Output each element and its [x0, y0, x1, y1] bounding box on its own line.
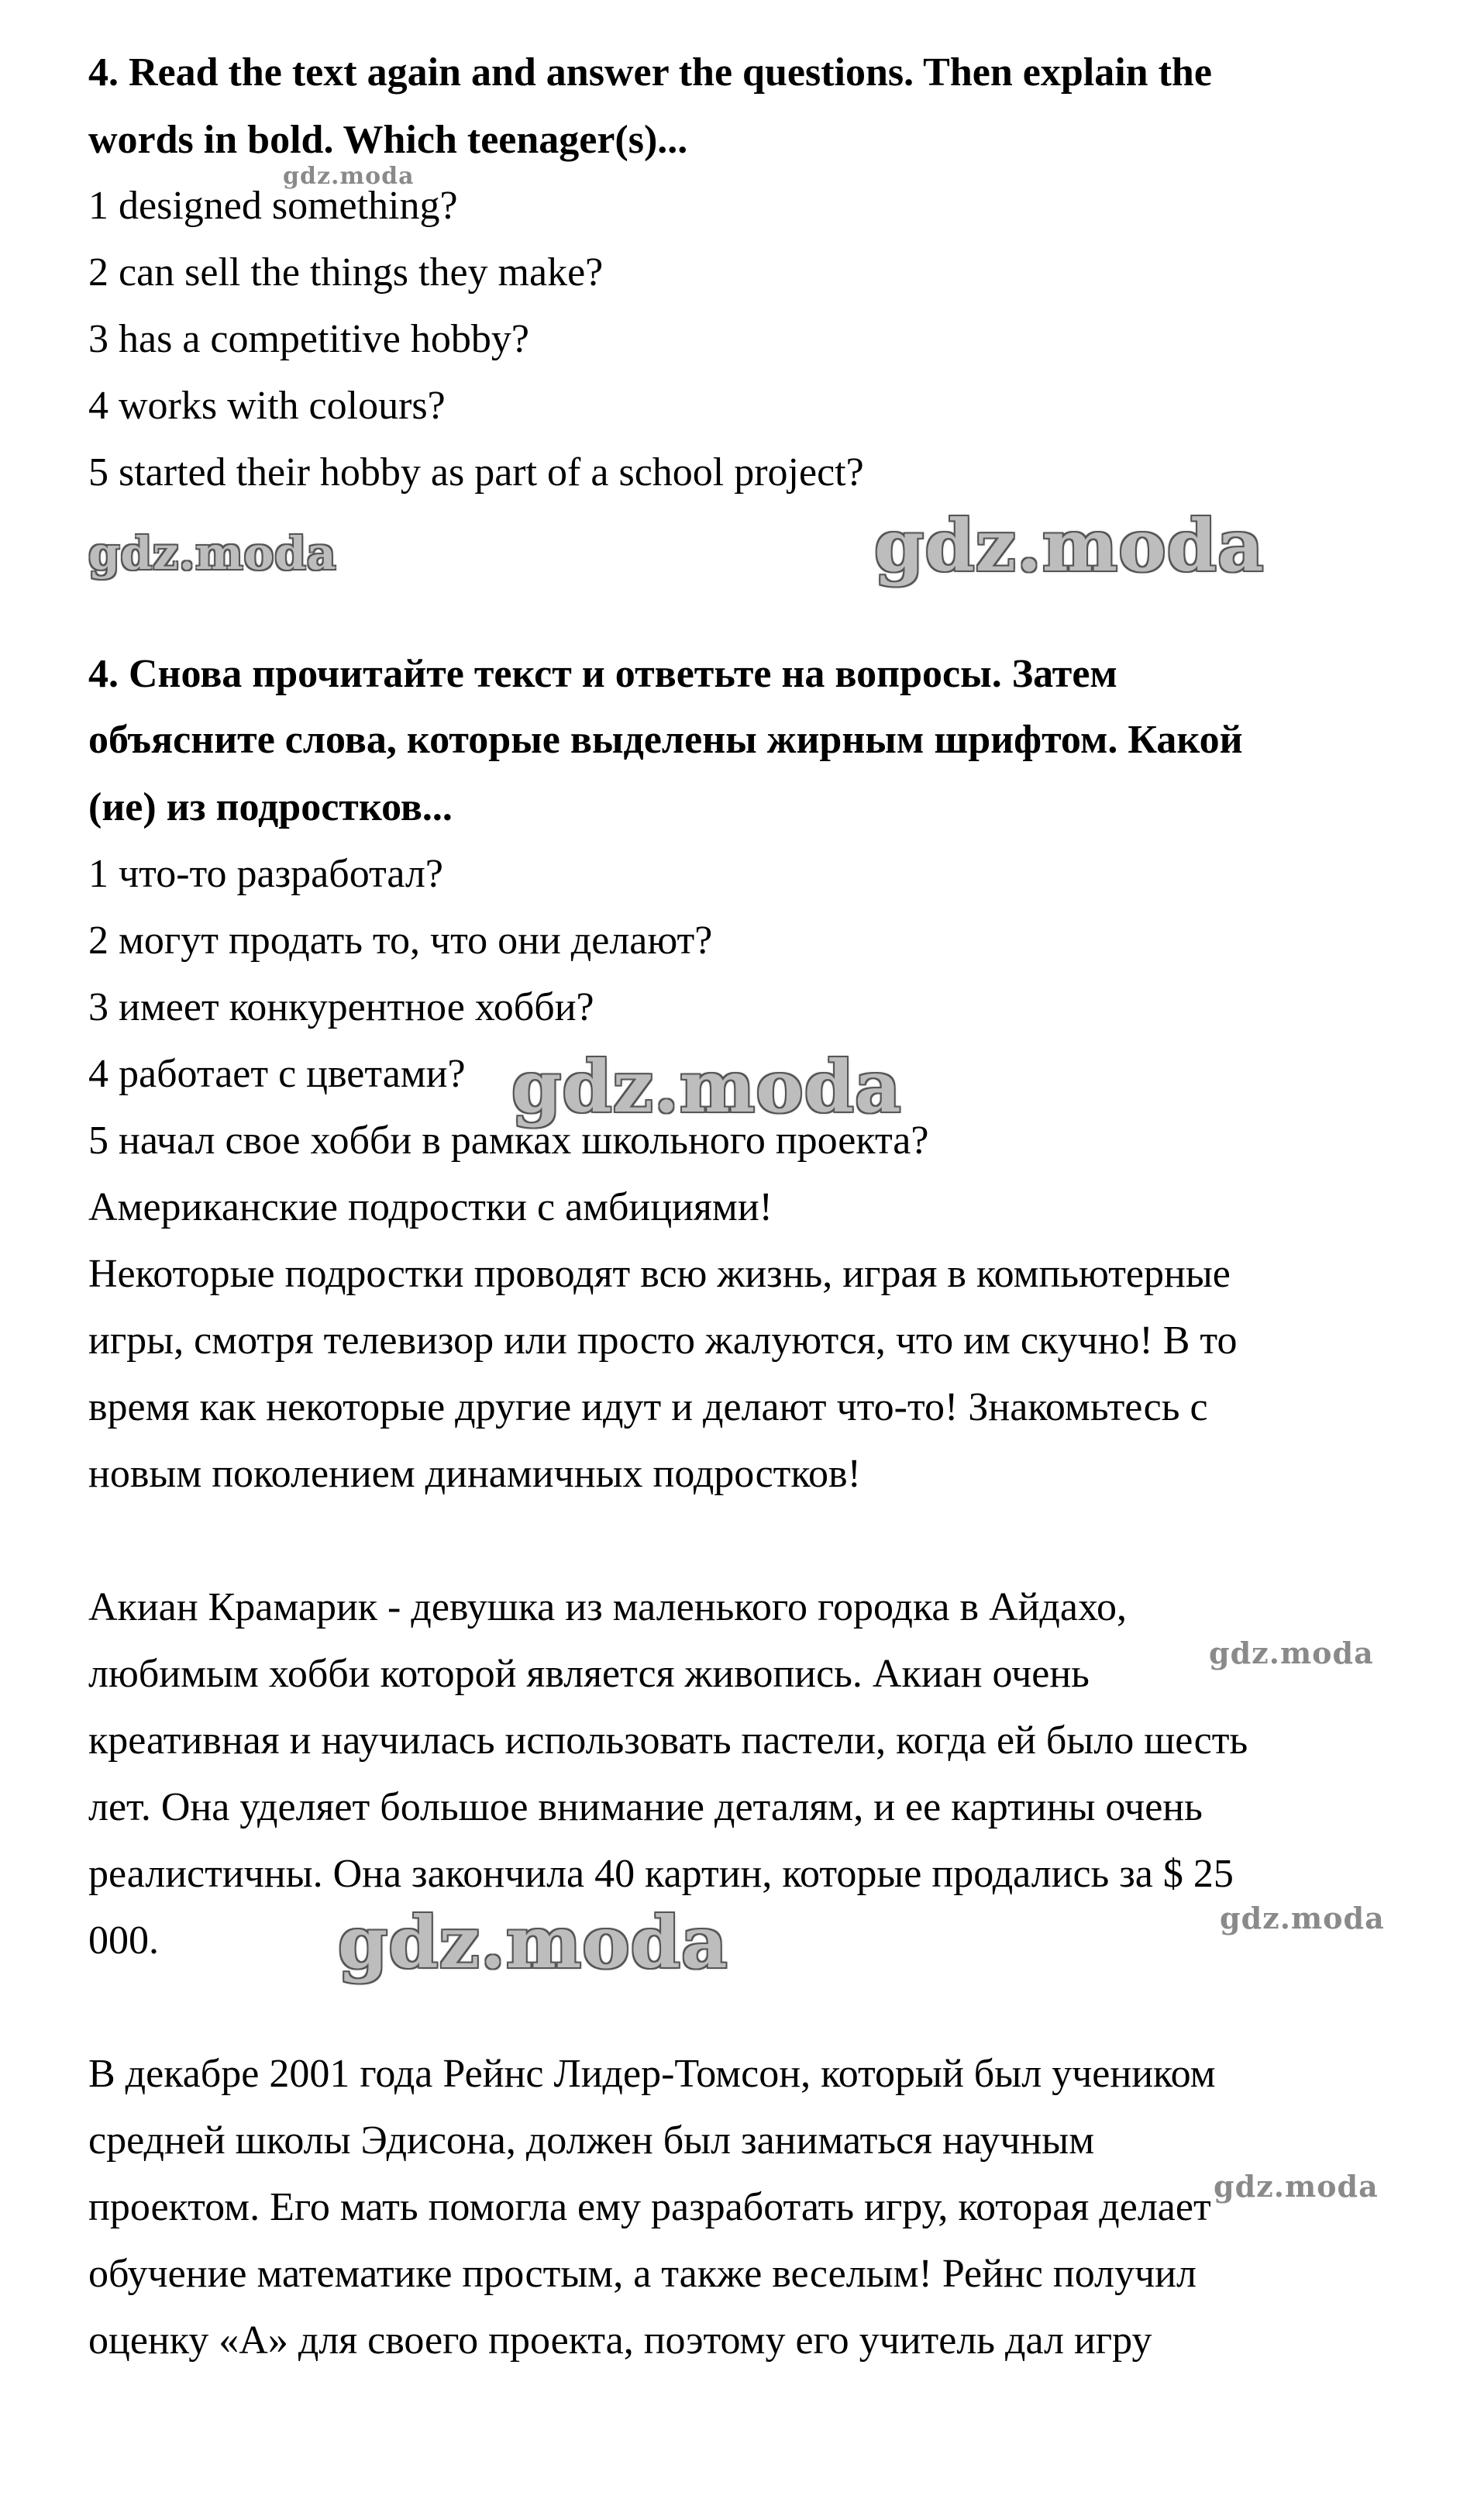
watermark-large: gdz.moda — [874, 504, 1265, 588]
russian-heading-line-2: объясните слова, которые выделены жирным шрифтом. Какой — [88, 718, 1243, 762]
russian-article-title: Американские подростки с амбициями! — [88, 1185, 773, 1229]
russian-question-1: 1 что-то разработал? — [88, 852, 443, 896]
para2-line-1: В декабре 2001 года Рейнс Лидер-Томсон, который был учеником — [88, 2052, 1216, 2096]
english-question-1: 1 designed something? — [88, 184, 458, 228]
english-question-2: 2 can sell the things they make? — [88, 250, 604, 295]
english-question-5: 5 started their hobby as part of a school project? — [88, 450, 864, 495]
russian-heading-line-1: 4. Снова прочитайте текст и ответьте на вопросы. Затем — [88, 652, 1117, 696]
para2-line-2: средней школы Эдисона, должен был заниматься научным — [88, 2118, 1095, 2163]
english-heading-line-2: words in bold. Which teenager(s)... — [88, 118, 688, 162]
para2-line-3: проектом. Его мать помогла ему разработать игру, которая делает — [88, 2185, 1211, 2229]
watermark-small: gdz.moda — [1209, 1636, 1374, 1670]
russian-question-3: 3 имеет конкурентное хобби? — [88, 985, 594, 1029]
para1-line-2: любимым хобби которой является живопись. Акиан очень — [88, 1652, 1090, 1696]
para1-line-1: Акиан Крамарик - девушка из маленького городка в Айдахо, — [88, 1585, 1127, 1629]
watermark-large: gdz.moda — [511, 1045, 902, 1129]
intro-line-4: новым поколением динамичных подростков! — [88, 1452, 861, 1496]
intro-line-2: игры, смотря телевизор или просто жалуются, что им скучно! В то — [88, 1318, 1238, 1363]
para1-line-4: лет. Она уделяет большое внимание деталям, и ее картины очень — [88, 1785, 1203, 1829]
intro-line-3: время как некоторые другие идут и делают что-то! Знакомьтесь с — [88, 1385, 1208, 1429]
para2-line-5: оценку «А» для своего проекта, поэтому его учитель дал игру — [88, 2318, 1152, 2363]
watermark-medium: gdz.moda — [88, 527, 337, 580]
intro-line-1: Некоторые подростки проводят всю жизнь, играя в компьютерные — [88, 1252, 1231, 1296]
watermark-large: gdz.moda — [338, 1901, 728, 1984]
russian-heading-line-3: (ие) из подростков... — [88, 785, 453, 829]
russian-question-2: 2 могут продать то, что они делают? — [88, 919, 713, 963]
para1-line-6: 000. — [88, 1918, 159, 1963]
russian-question-5: 5 начал свое хобби в рамках школьного проекта? — [88, 1119, 929, 1163]
para1-line-3: креативная и научилась использовать пастели, когда ей было шесть — [88, 1718, 1248, 1763]
english-heading-line-1: 4. Read the text again and answer the questions. Then explain the — [88, 50, 1212, 95]
english-question-4: 4 works with colours? — [88, 384, 446, 428]
watermark-small: gdz.moda — [1214, 2169, 1379, 2204]
watermark-small: gdz.moda — [1220, 1901, 1385, 1936]
english-question-3: 3 has a competitive hobby? — [88, 317, 529, 361]
para1-line-5: реалистичны. Она закончила 40 картин, которые продались за $ 25 — [88, 1852, 1234, 1896]
watermark-small: gdz.moda — [283, 163, 415, 190]
para2-line-4: обучение математике простым, а также веселым! Рейнс получил — [88, 2252, 1196, 2296]
russian-question-4: 4 работает с цветами? — [88, 1052, 466, 1096]
